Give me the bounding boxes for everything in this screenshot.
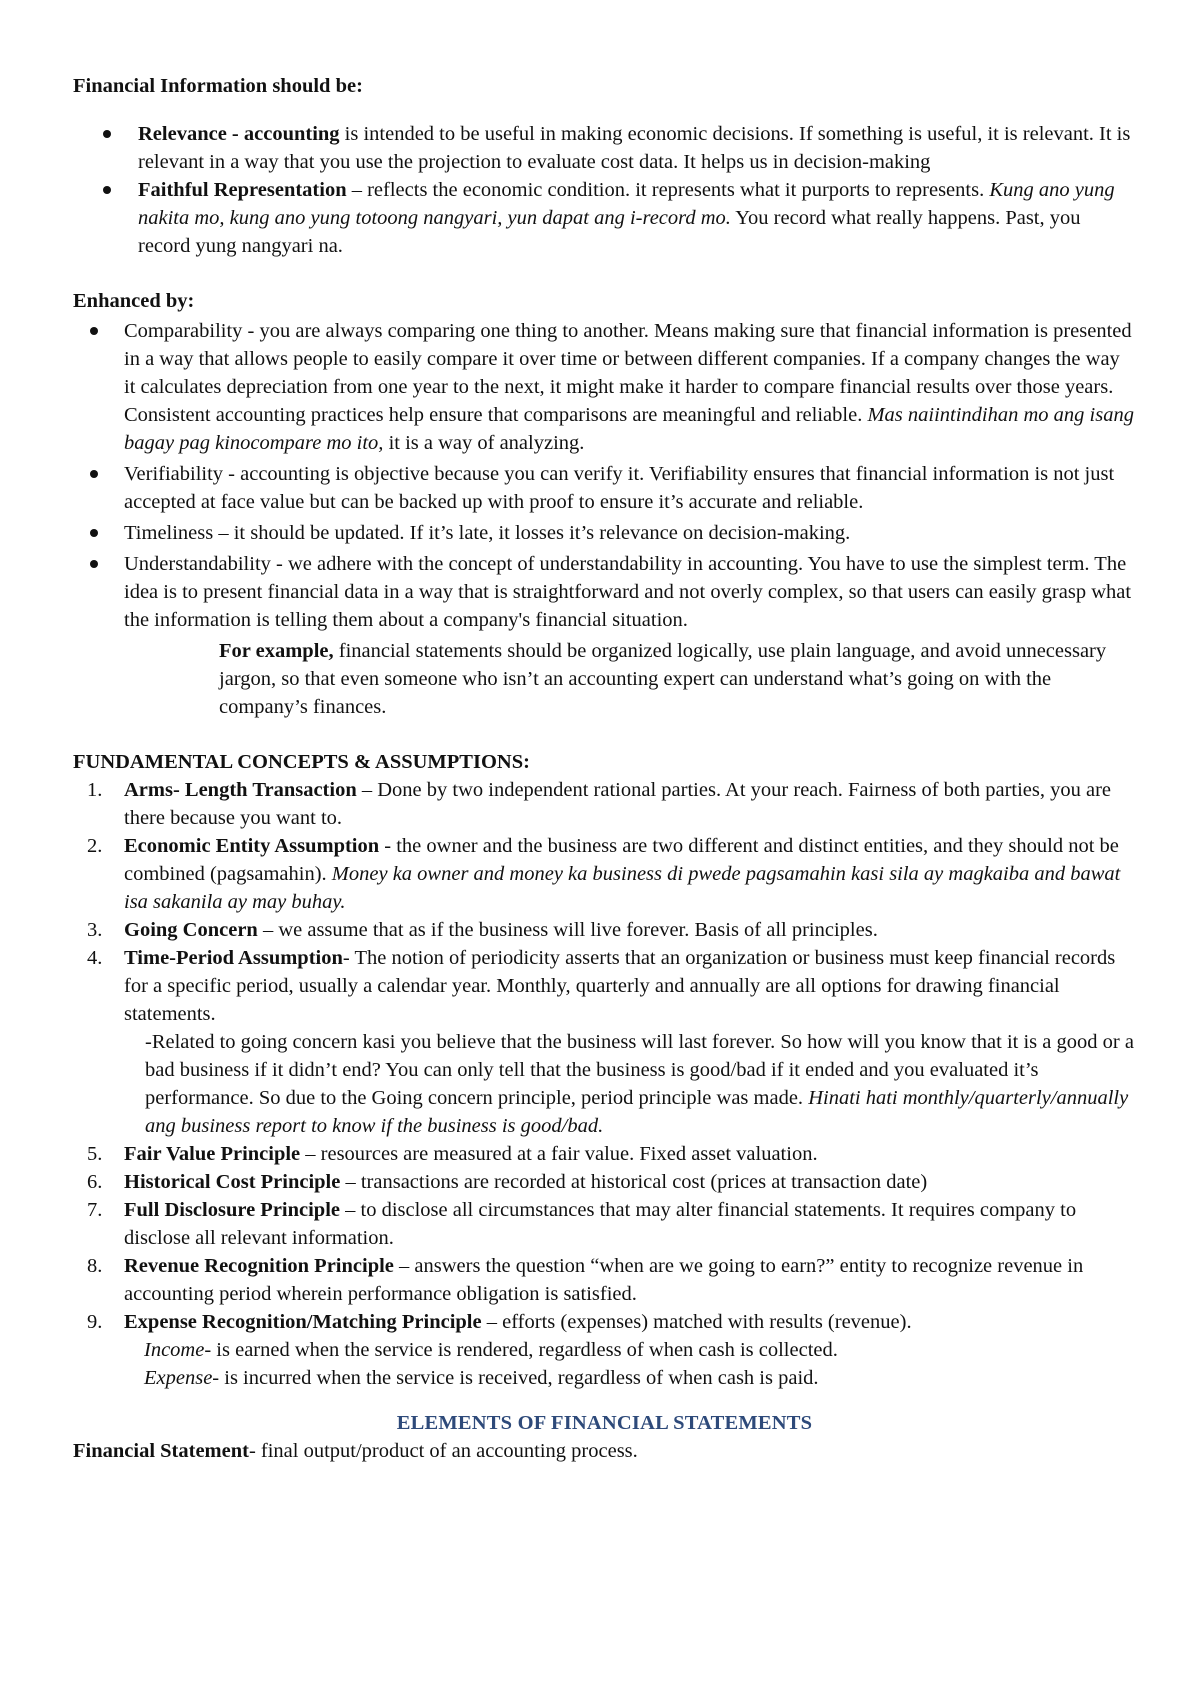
example-label: For example, (219, 640, 334, 662)
comparability-tail: it is a way of analyzing. (383, 432, 585, 454)
item-number: 6. (87, 1171, 103, 1193)
fair-value-text: – resources are measured at a fair value. Fixed asset valuation. (300, 1143, 818, 1165)
understandability-text: Understandability - we adhere with the concept of understandability in accounting. You have to use the simplest term. The idea is to present financial data in a way that is straightforward and not overly complex, so that users can easily grasp what the information is telling them about a company's financial situation. (124, 553, 1132, 631)
economic-entity-italic: Money ka owner and money ka business di pwede pagsamahin kasi sila ay magkaiba and bawat isa sakanila ay may buhay. (124, 863, 1121, 913)
list-item-expense-recognition (73, 1308, 1136, 1392)
term-relevance: Relevance - accounting (138, 123, 340, 145)
item-number: 7. (87, 1199, 103, 1221)
income-label: Income (144, 1339, 205, 1361)
economic-entity-text: - the owner and the business are two different and distinct entities, and they should not be combined (pagsamahin). (124, 835, 1119, 885)
fundamental-concepts-list (73, 776, 1136, 1392)
list-item-faithful-representation (73, 176, 1136, 260)
faithful-representation-tail: You record what really happens. Past, you record yung nangyari na. (138, 207, 1081, 257)
financial-information-list (73, 120, 1136, 260)
elements-section-title: ELEMENTS OF FINANCIAL STATEMENTS (396, 1412, 813, 1434)
list-item-historical-cost (73, 1168, 1136, 1196)
historical-cost-text: – transactions are recorded at historical cost (prices at transaction date) (340, 1171, 928, 1193)
list-item-relevance (73, 120, 1136, 176)
term-revenue-recognition: Revenue Recognition Principle (124, 1255, 394, 1277)
term-historical-cost: Historical Cost Principle (124, 1171, 341, 1193)
term-full-disclosure: Full Disclosure Principle (124, 1199, 341, 1221)
time-period-text: - The notion of periodicity asserts that an organization or business must keep financial records for a specific period, usually a calendar year. Monthly, quarterly and annually are all options for drawing financial statements. (124, 947, 1116, 1025)
term-financial-statement: Financial Statement (73, 1440, 249, 1462)
list-item-comparability (73, 317, 1136, 457)
list-item-arms-length (73, 776, 1136, 832)
going-concern-text: – we assume that as if the business will live forever. Basis of all principles. (257, 919, 878, 941)
expense-label: Expense (144, 1367, 213, 1389)
term-fair-value: Fair Value Principle (124, 1143, 301, 1165)
financial-statement-definition (73, 1437, 1136, 1465)
list-item-economic-entity (73, 832, 1136, 916)
list-item-time-period (73, 944, 1136, 1140)
list-item-full-disclosure (73, 1196, 1136, 1252)
faithful-representation-text: – reflects the economic condition. it represents what it purports to represents. (346, 179, 990, 201)
full-disclosure-text: – to disclose all circumstances that may alter financial statements. It requires company to disclose all relevant information. (124, 1199, 1077, 1249)
understandability-example (73, 637, 1136, 721)
list-item-going-concern (73, 916, 1136, 944)
faithful-representation-italic: Kung ano yung nakita mo, kung ano yung totoong nangyari, yun dapat ang i-record mo. (138, 179, 1115, 229)
enhanced-by-list (73, 317, 1136, 634)
list-item-timeliness (73, 519, 1136, 547)
time-period-note (145, 1028, 1136, 1140)
list-item-revenue-recognition (73, 1252, 1136, 1308)
section-heading-financial-information: Financial Information should be: (73, 75, 363, 97)
item-number: 3. (87, 919, 103, 941)
comparability-italic: Mas naiintindihan mo ang isang bagay pag kinocompare mo ito, (124, 404, 1134, 454)
item-number: 5. (87, 1143, 103, 1165)
revenue-recognition-text: – answers the question “when are we going to earn?” entity to recognize revenue in accounting period wherein performance obligation is satisfied. (124, 1255, 1084, 1305)
expense-text: - is incurred when the service is received, regardless of when cash is paid. (212, 1367, 819, 1389)
income-text: - is earned when the service is rendered, regardless of when cash is collected. (204, 1339, 838, 1361)
item-number: 4. (87, 947, 103, 969)
timeliness-text: Timeliness – it should be updated. If it’s late, it losses it’s relevance on decision-making. (124, 522, 851, 544)
item-number: 8. (87, 1255, 103, 1277)
arms-length-text: – Done by two independent rational parties. At your reach. Fairness of both parties, you are there because you want to. (124, 779, 1112, 829)
term-economic-entity: Economic Entity Assumption (124, 835, 380, 857)
expense-recognition-text: – efforts (expenses) matched with results (revenue). (481, 1311, 912, 1333)
verifiability-text: Verifiability - accounting is objective because you can verify it. Verifiability ensures that financial information is not just accepted at face value but can be backed up with proof to ensure it’s accurate and reliable. (124, 463, 1115, 513)
financial-statement-text: - final output/product of an accounting process. (248, 1440, 638, 1462)
list-item-verifiability (73, 460, 1136, 516)
expense-definition (144, 1364, 1136, 1392)
term-arms-length: Arms- Length Transaction (124, 779, 357, 801)
term-faithful-representation: Faithful Representation (138, 179, 347, 201)
term-time-period: Time-Period Assumption (124, 947, 343, 969)
item-number: 9. (87, 1311, 103, 1333)
item-number: 2. (87, 835, 103, 857)
term-going-concern: Going Concern (124, 919, 258, 941)
section-heading-fundamental-concepts: FUNDAMENTAL CONCEPTS & ASSUMPTIONS: (73, 751, 530, 773)
time-period-note-text: -Related to going concern kasi you believe that the business will last forever. So how will you know that it is a good or a bad business if it didn’t end? You can only tell that the business is good/bad if it ended and you evaluated it’s performance. So due to the Going concern principle, period principle was made. (145, 1031, 1134, 1109)
time-period-note-italic: Hinati hati monthly/quarterly/annually ang business report to know if the business is good/bad. (145, 1087, 1129, 1137)
relevance-text: is intended to be useful in making economic decisions. If something is useful, it is relevant. It is relevant in a way that you use the projection to evaluate cost data. It helps us in decision-making (138, 123, 1131, 173)
list-item-fair-value (73, 1140, 1136, 1168)
comparability-text: Comparability - you are always comparing one thing to another. Means making sure that financial information is presented in a way that allows people to easily compare it over time or between different companies. If a company changes the way it calculates depreciation from one year to the next, it might make it harder to compare financial results over those years. Consistent accounting practices help ensure that comparisons are meaningful and reliable. (124, 320, 1132, 426)
term-expense-recognition: Expense Recognition/Matching Principle (124, 1311, 482, 1333)
item-number: 1. (87, 779, 103, 801)
income-definition (144, 1336, 1136, 1364)
example-text: financial statements should be organized logically, use plain language, and avoid unnecessary jargon, so that even someone who isn’t an accounting expert can understand what’s going on with the company’s finances. (219, 640, 1107, 718)
section-heading-enhanced-by: Enhanced by: (73, 290, 195, 312)
list-item-understandability (73, 550, 1136, 634)
